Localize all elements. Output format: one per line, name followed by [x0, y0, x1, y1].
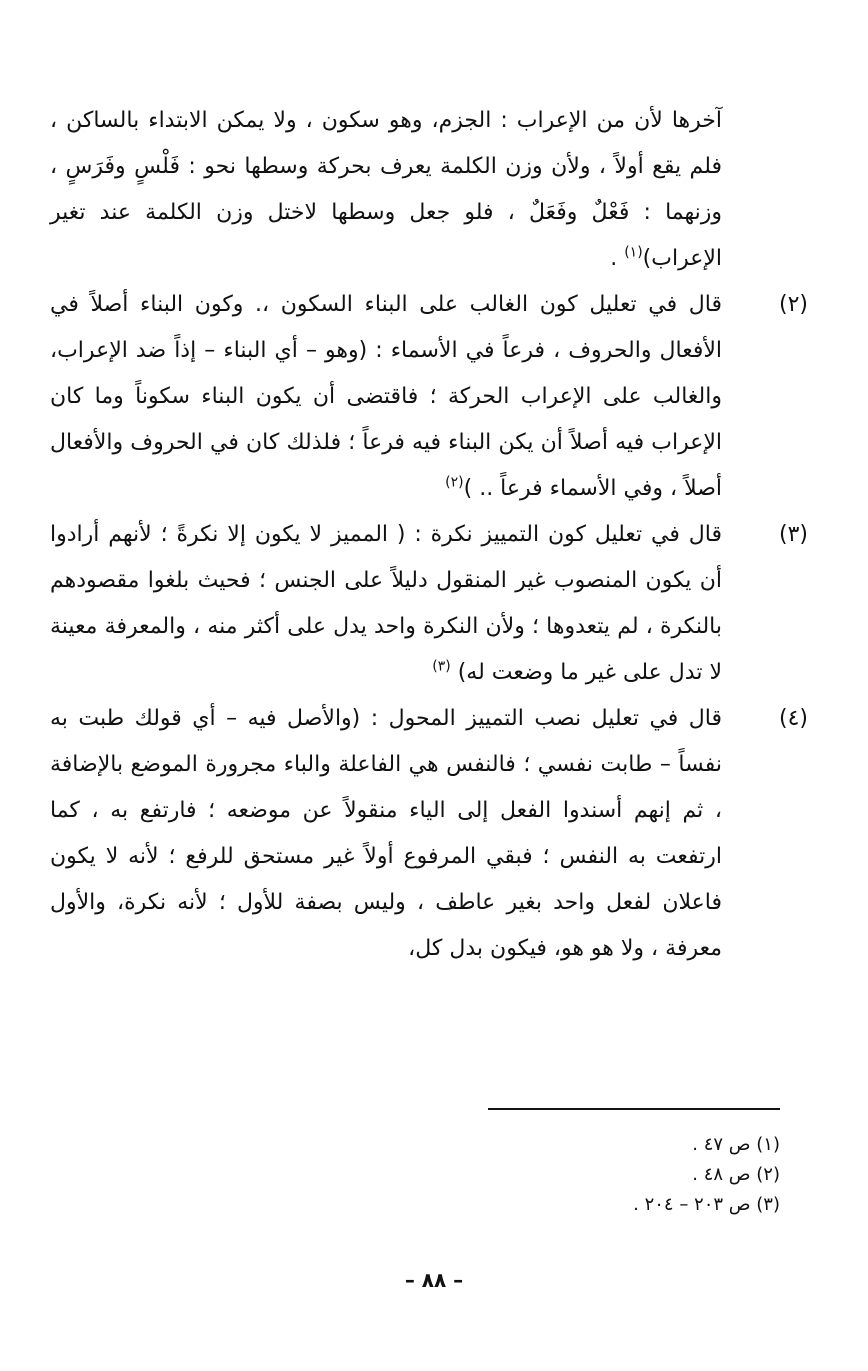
item-text: [50, 696, 722, 972]
footnote-divider: [488, 1108, 780, 1110]
numbered-item: [50, 696, 808, 972]
item-number: (٢): [778, 292, 808, 317]
numbered-item: [50, 282, 808, 512]
numbered-item: [50, 512, 808, 696]
footnote: (٣) ص ٢٠٣ – ٢٠٤ .: [633, 1194, 780, 1215]
footnote: (٢) ص ٤٨ .: [692, 1164, 780, 1185]
item-body: قال في تعليل كون الغالب على البناء السكون ،. وكون البناء أصلاً في الأفعال والحروف ، فرعاً في الأسماء : (وهو – أي البناء – إذاً ضد الإعراب، والغالب على الإعراب الحركة ؛ فاقتضى أن يكون البناء سكوناً وما كان الإعراب فيه أصلاً أن يكن البناء فيه فرعاً ؛ فلذلك كان في الحروف والأفعال أصلاً ، وفي الأسماء فرعاً .. ): [50, 292, 722, 501]
page-number: – ٨٨ –: [404, 1268, 464, 1292]
footnote: (١) ص ٤٧ .: [692, 1134, 780, 1155]
footnotes: [380, 1130, 780, 1220]
intro-text: آخرها لأن من الإعراب : الجزم، وهو سكون ، ولا يمكن الابتداء بالساكن ، فلم يقع أولاً ، ولأن وزن الكلمة يعرف بحركة وسطها نحو : فَلْسٍ وفَرَسٍ ، وزنهما : فَعْلٌ وفَعَلٌ ، فلو جعل وسطها لاختل وزن الكلمة عند تغير الإعراب): [50, 108, 722, 271]
intro-paragraph: [50, 98, 808, 282]
intro-tail: .: [610, 246, 625, 271]
item-text: [50, 282, 722, 512]
item-number: (٣): [778, 522, 808, 547]
item-body: قال في تعليل كون التمييز نكرة : ( المميز لا يكون إلا نكرةً ؛ لأنهم أرادوا أن يكون المنصوب غير المنقول دليلاً على الجنس ؛ فحيث بلغوا مقصودهم بالنكرة ، لم يتعدوها ؛ ولأن النكرة واحد يدل على أكثر منه ، والمعرفة معينة لا تدل على غير ما وضعت له): [50, 522, 722, 685]
item-text: [50, 512, 722, 696]
item-body: قال في تعليل نصب التمييز المحول : (والأصل فيه – أي قولك طبت به نفساً – طابت نفسي ؛ فالنفس هي الفاعلة والباء مجرورة الموضع بالإضافة ، ثم إنهم أسندوا الفعل إلى الياء منقولاً عن موضعه ؛ فارتفع به ، كما ارتفعت به النفس ؛ فبقي المرفوع أولاً غير مستحق للرفع ؛ لأنه لا يكون فاعلان لفعل واحد بغير عاطف ، وليس بصفة للأول ؛ لأنه نكرة، والأول معرفة ، ولا هو هو، فيكون بدل كل،: [50, 706, 722, 961]
item-number: (٤): [778, 706, 808, 731]
main-text: [50, 98, 808, 972]
footnote-ref-3: (٣): [432, 658, 451, 675]
footnote-ref-1: (١): [624, 244, 643, 261]
footnote-ref-2: (٢): [445, 474, 464, 491]
